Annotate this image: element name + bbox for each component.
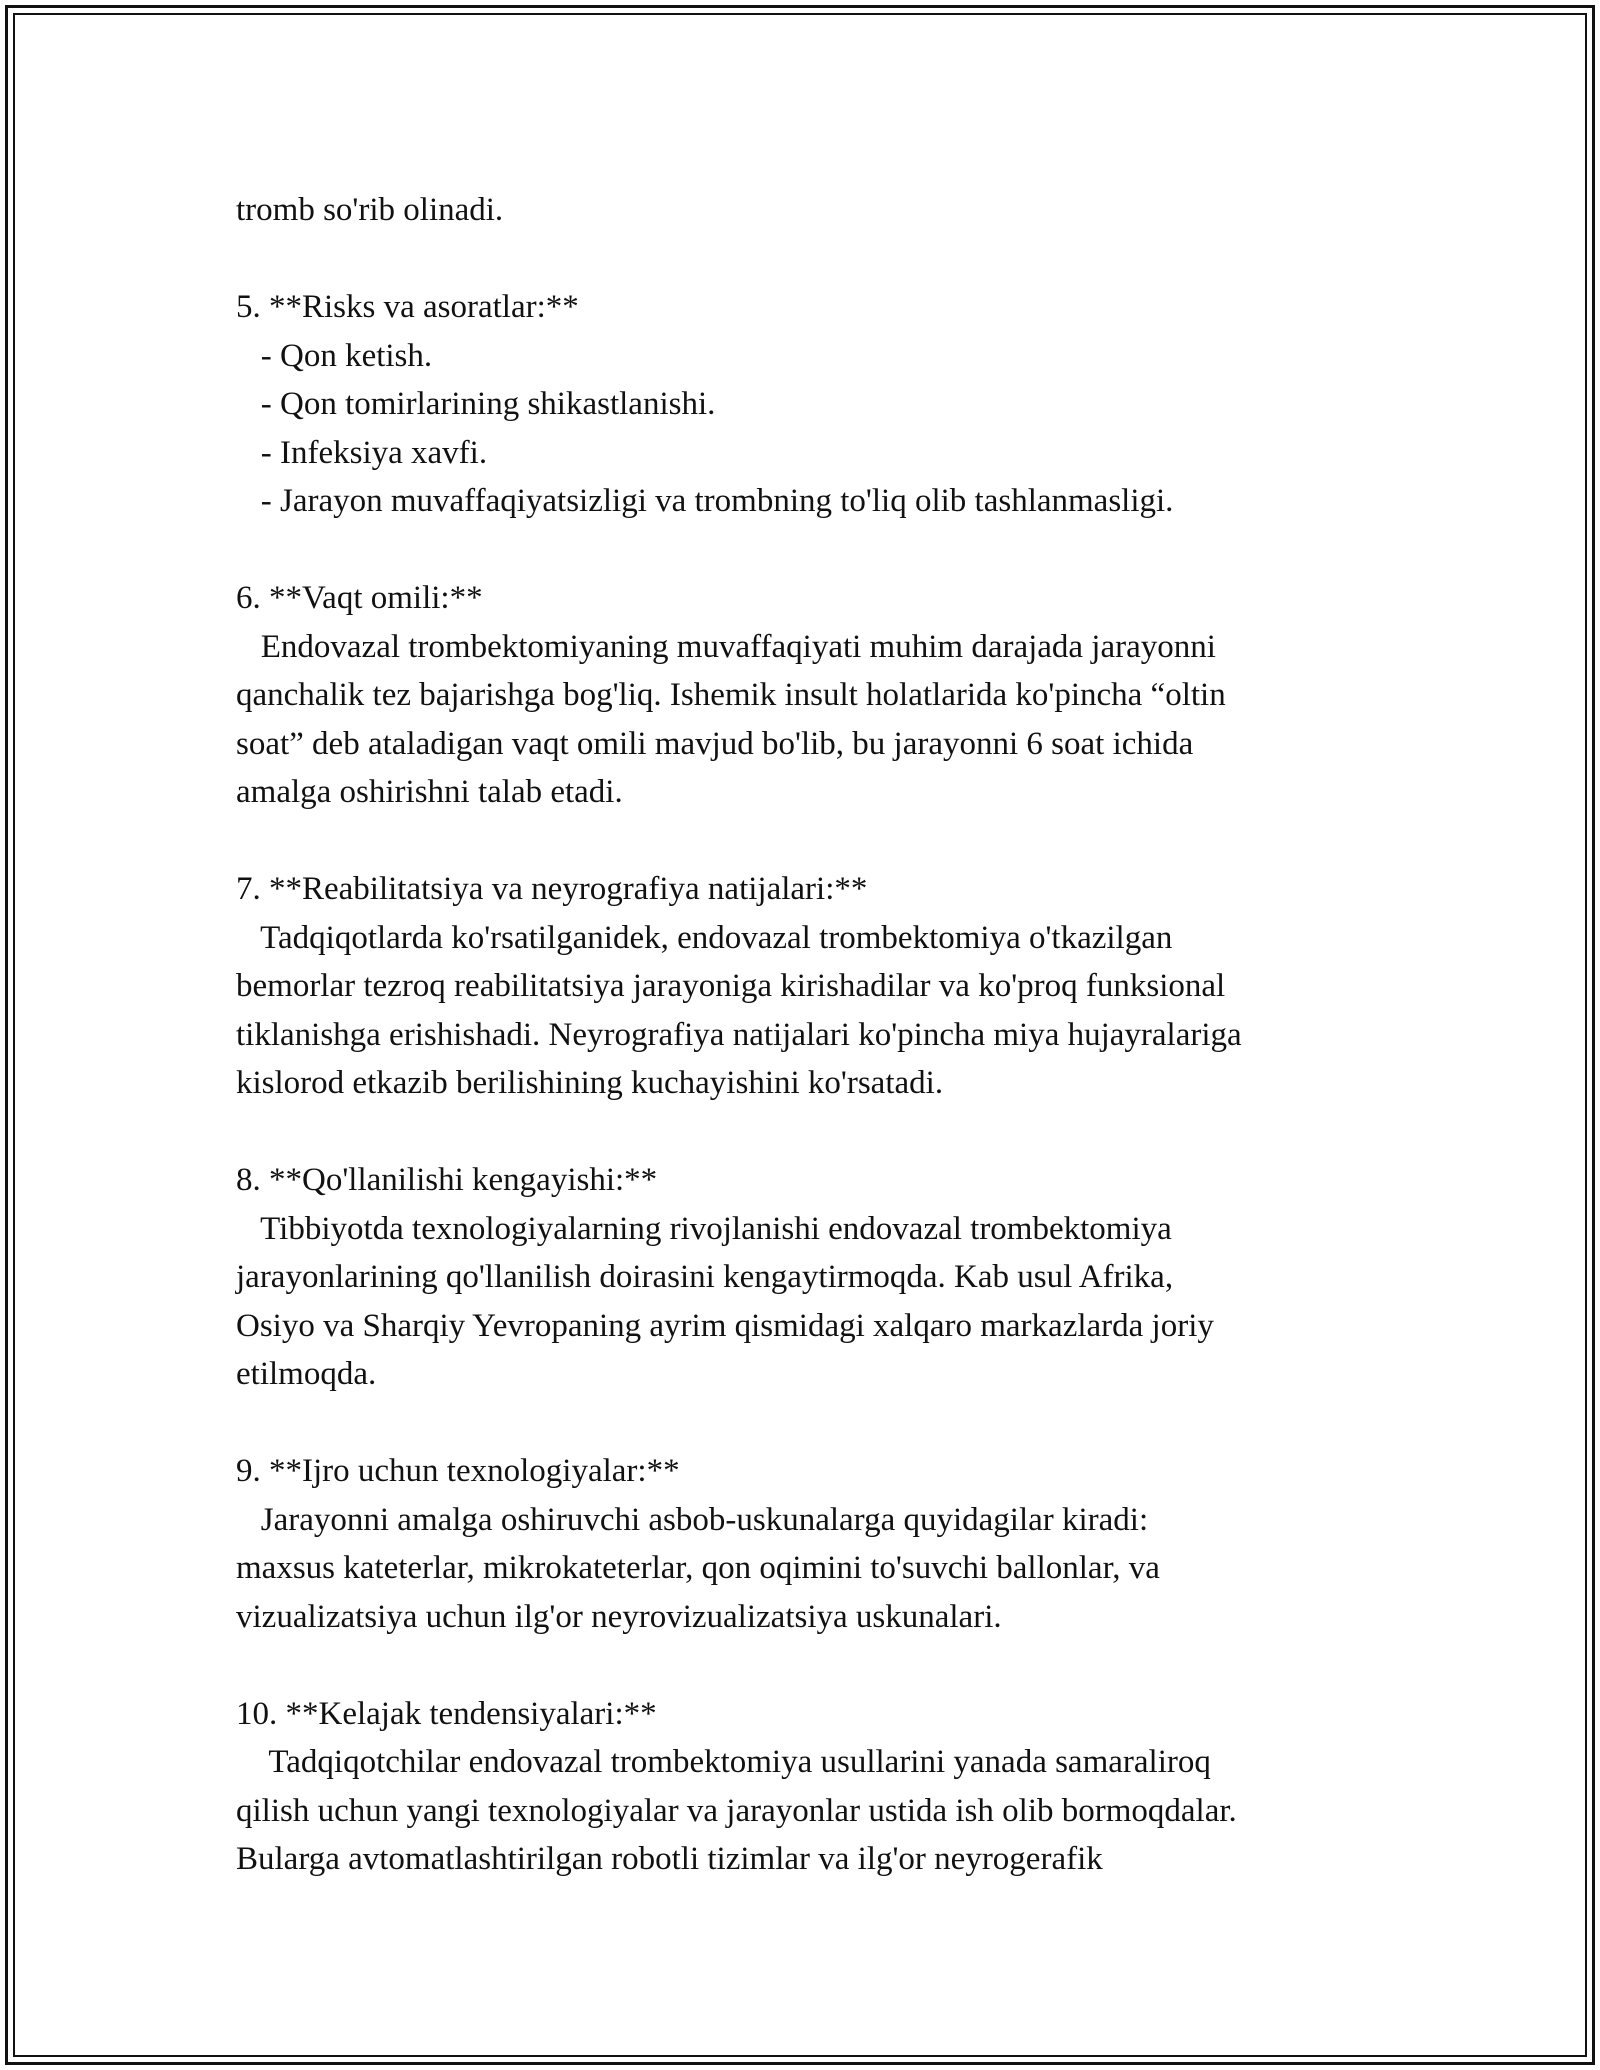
text-line: Tadqiqotchilar endovazal trombektomiya usullarini yanada samaraliroq: [236, 1744, 1211, 1780]
section-heading: 9. **Ijro uchun texnologiyalar:**: [236, 1453, 680, 1489]
text-line: tromb so'rib olinadi.: [236, 192, 504, 228]
section-heading: 8. **Qo'llanilishi kengayishi:**: [236, 1162, 658, 1198]
blank-line: [236, 817, 1416, 866]
text-line: qilish uchun yangi texnologiyalar va jarayonlar ustida ish olib bormoqdalar.: [236, 1792, 1237, 1829]
text-line: Tibbiyotda texnologiyalarning rivojlanishi endovazal trombektomiya: [236, 1210, 1172, 1247]
text-line: Endovazal trombektomiyaning muvaffaqiyati muhim darajada jarayonni: [236, 628, 1216, 665]
text-line: bemorlar tezroq reabilitatsiya jarayoniga kirishadilar va ko'proq funksional: [236, 968, 1226, 1004]
text-line: Tadqiqotlarda ko'rsatilganidek, endovazal trombektomiya o'tkazilgan: [236, 919, 1173, 956]
list-item: - Infeksiya xavfi.: [236, 434, 488, 471]
list-item: - Jarayon muvaffaqiyatsizligi va trombning to'liq olib tashlanmasligi.: [236, 483, 1174, 519]
section-heading: 5. **Risks va asoratlar:**: [236, 289, 579, 325]
text-line: kislorod etkazib berilishining kuchayishini ko'rsatadi.: [236, 1065, 944, 1101]
blank-line: [236, 1641, 1416, 1690]
section-heading: 6. **Vaqt omili:**: [236, 580, 483, 616]
blank-line: [236, 1399, 1416, 1448]
list-item: - Qon ketish.: [236, 337, 433, 374]
text-line: etilmoqda.: [236, 1356, 377, 1392]
text-line: Jarayonni amalga oshiruvchi asbob-uskunalarga quyidagilar kiradi:: [236, 1501, 1149, 1538]
list-item: - Qon tomirlarining shikastlanishi.: [236, 386, 716, 422]
text-line: jarayonlarining qo'llanilish doirasini kengaytirmoqda. Kab usul Afrika,: [236, 1259, 1174, 1295]
blank-line: [236, 526, 1416, 575]
document-body: [236, 186, 1416, 1884]
text-line: vizualizatsiya uchun ilg'or neyrovizualizatsiya uskunalari.: [236, 1598, 1002, 1635]
blank-line: [236, 1108, 1416, 1157]
text-line: soat” deb ataladigan vaqt omili mavjud bo'lib, bu jarayonni 6 soat ichida: [236, 725, 1194, 762]
text-line: Bularga avtomatlashtirilgan robotli tizimlar va ilg'or neyrogerafik: [236, 1841, 1103, 1877]
text-line: qanchalik tez bajarishga bog'liq. Ishemik insult holatlarida ko'pincha “oltin: [236, 677, 1226, 713]
text-line: maxsus kateterlar, mikrokateterlar, qon oqimini to'suvchi ballonlar, va: [236, 1550, 1160, 1586]
text-line: tiklanishga erishishadi. Neyrografiya natijalari ko'pincha miya hujayralariga: [236, 1016, 1242, 1053]
section-heading: 10. **Kelajak tendensiyalari:**: [236, 1695, 657, 1732]
blank-line: [236, 235, 1416, 284]
text-line: Osiyo va Sharqiy Yevropaning ayrim qismidagi xalqaro markazlarda joriy: [236, 1307, 1214, 1344]
section-heading: 7. **Reabilitatsiya va neyrografiya natijalari:**: [236, 871, 868, 907]
text-line: amalga oshirishni talab etadi.: [236, 774, 623, 810]
